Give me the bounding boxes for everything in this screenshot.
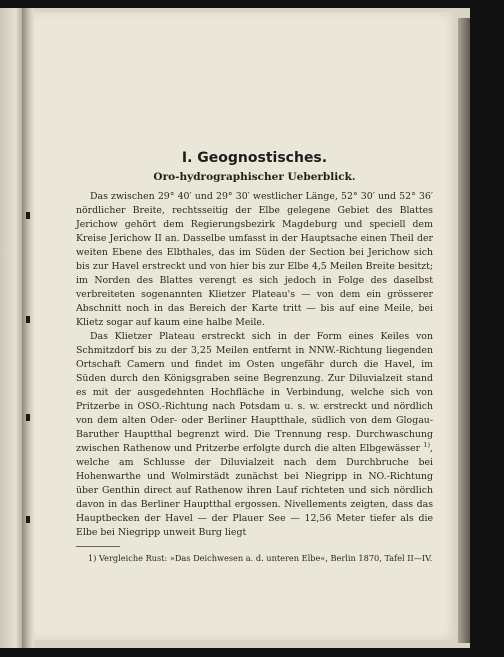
paragraph-1: Das zwischen 29° 40′ und 29° 30′ westlicher Länge, 52° 30′ und 52° 36′ nördlicher Breite, rechtsseitig der Elbe gelegene Gebiet des Blattes Jerichow gehört dem Regierungsbezirk Magdeburg und speciell dem Kreise Jerichow II an. Dasselbe umfasst in der Hauptsache einen Theil der weiten Ebene des Elbthales, das im Süden der Section bei Jerichow sich bis zur Havel erstreckt und von hier bis zur Elbe 4,5 Meilen Breite besitzt; im Norden des Blattes verengt es sich jedoch in Folge des daselbst verbreiteten sogenannten Klietzer Plateau's — von dem ein grösserer Abschnitt noch in das Bereich der Karte tritt — bis auf eine Meile, bei Klietz sogar auf kaum eine halbe Meile.: [76, 191, 433, 328]
binding-mark: [26, 212, 30, 219]
page-content: [76, 150, 433, 564]
paragraph-2-continuation: welche am Schlusse der Diluvialzeit nach dem Durchbruche bei Hohenwarthe und Wolmirstädt zunächst bei Niegripp in NO.-Richtung über Genthin direct auf Rathenow ihren Lauf richteten und sich nördlich davon in das Berliner Hauptthal ergossen. Nivellements zeigten, dass das Hauptbecken der Havel — der Plauer See — 12,56 Meter tiefer als die Elbe bei Niegripp unweit Burg liegt: [76, 457, 433, 538]
footnote-divider: [76, 546, 120, 547]
page-stack-edge: [458, 18, 470, 643]
previous-page-edge: [0, 8, 22, 648]
paragraph-2-text: Das Klietzer Plateau erstreckt sich in der Form eines Keiles von Schmitzdorf bis zu der 3,25 Meilen entfernt in NNW.-Richtung liegenden Ortschaft Camern und findet im Osten ungefähr durch die Havel, im Süden durch den Königsgraben seine Begrenzung. Zur Diluvialzeit stand es mit der ausgedehnten Hochfläche in Verbindung, welche sich von Pritzerbe in OSO.-Richtung nach Potsdam u. s. w. erstreckt und nördlich von dem alten Oder- oder Berliner Hauptthale, südlich von dem Glogau-Baruther Hauptthal begrenzt wird. Die Trennung resp. Durchwaschung zwischen Rathenow und Pritzerbe erfolgte durch die alten Elbgewässer: [76, 331, 433, 454]
binding-mark: [26, 316, 30, 323]
section-heading: I. Geognostisches.: [181, 150, 328, 166]
section-subheading: Oro-hydrographischer Ueberblick.: [153, 171, 356, 183]
paragraph-2: Das Klietzer Plateau erstreckt sich in der Form eines Keiles von Schmitzdorf bis zu der 3,25 Meilen entfernt in NNW.-Richtung liegenden Ortschaft Camern und findet im Osten ungefähr durch die Havel, im Süden durch den Königsgraben seine Begrenzung. Zur Diluvialzeit stand es mit der ausgedehnten Hochfläche in Verbindung, welche sich von Pritzerbe in OSO.-Richtung nach Potsdam u. s. w. erstreckt und nördlich von dem alten Oder- oder Berliner Hauptthale, südlich von dem Glogau-Baruther Hauptthal begrenzt wird. Die Trennung resp. Durchwaschung zwischen Rathenow und Pritzerbe erfolgte durch die alten Elbgewässer $^{1)}$, welche am Schlusse der Diluvialzeit nach dem Durchbruche bei Hohenwarthe und Wolmirstädt zunächst bei Niegripp in NO.-Richtung über Genthin direct auf Rathenow ihren Lauf richteten und sich nördlich davon in das Berliner Hauptthal ergossen. Nivellements zeigten, dass das Hauptbecken der Havel — der Plauer See — 12,56 Meter tiefer als die Elbe bei Niegripp unweit Burg liegt: [76, 331, 433, 538]
footnote-text: Vergleiche Rust: »Das Deichwesen a. d. unteren Elbe«, Berlin 1870, Tafel II—IV.: [99, 553, 433, 563]
binding-mark: [26, 414, 30, 421]
footnote-reference: 1): [423, 440, 431, 449]
book-gutter: [22, 8, 34, 648]
footnote: [76, 552, 433, 564]
binding-mark: [26, 516, 30, 523]
footnote-number: 1): [88, 553, 97, 563]
